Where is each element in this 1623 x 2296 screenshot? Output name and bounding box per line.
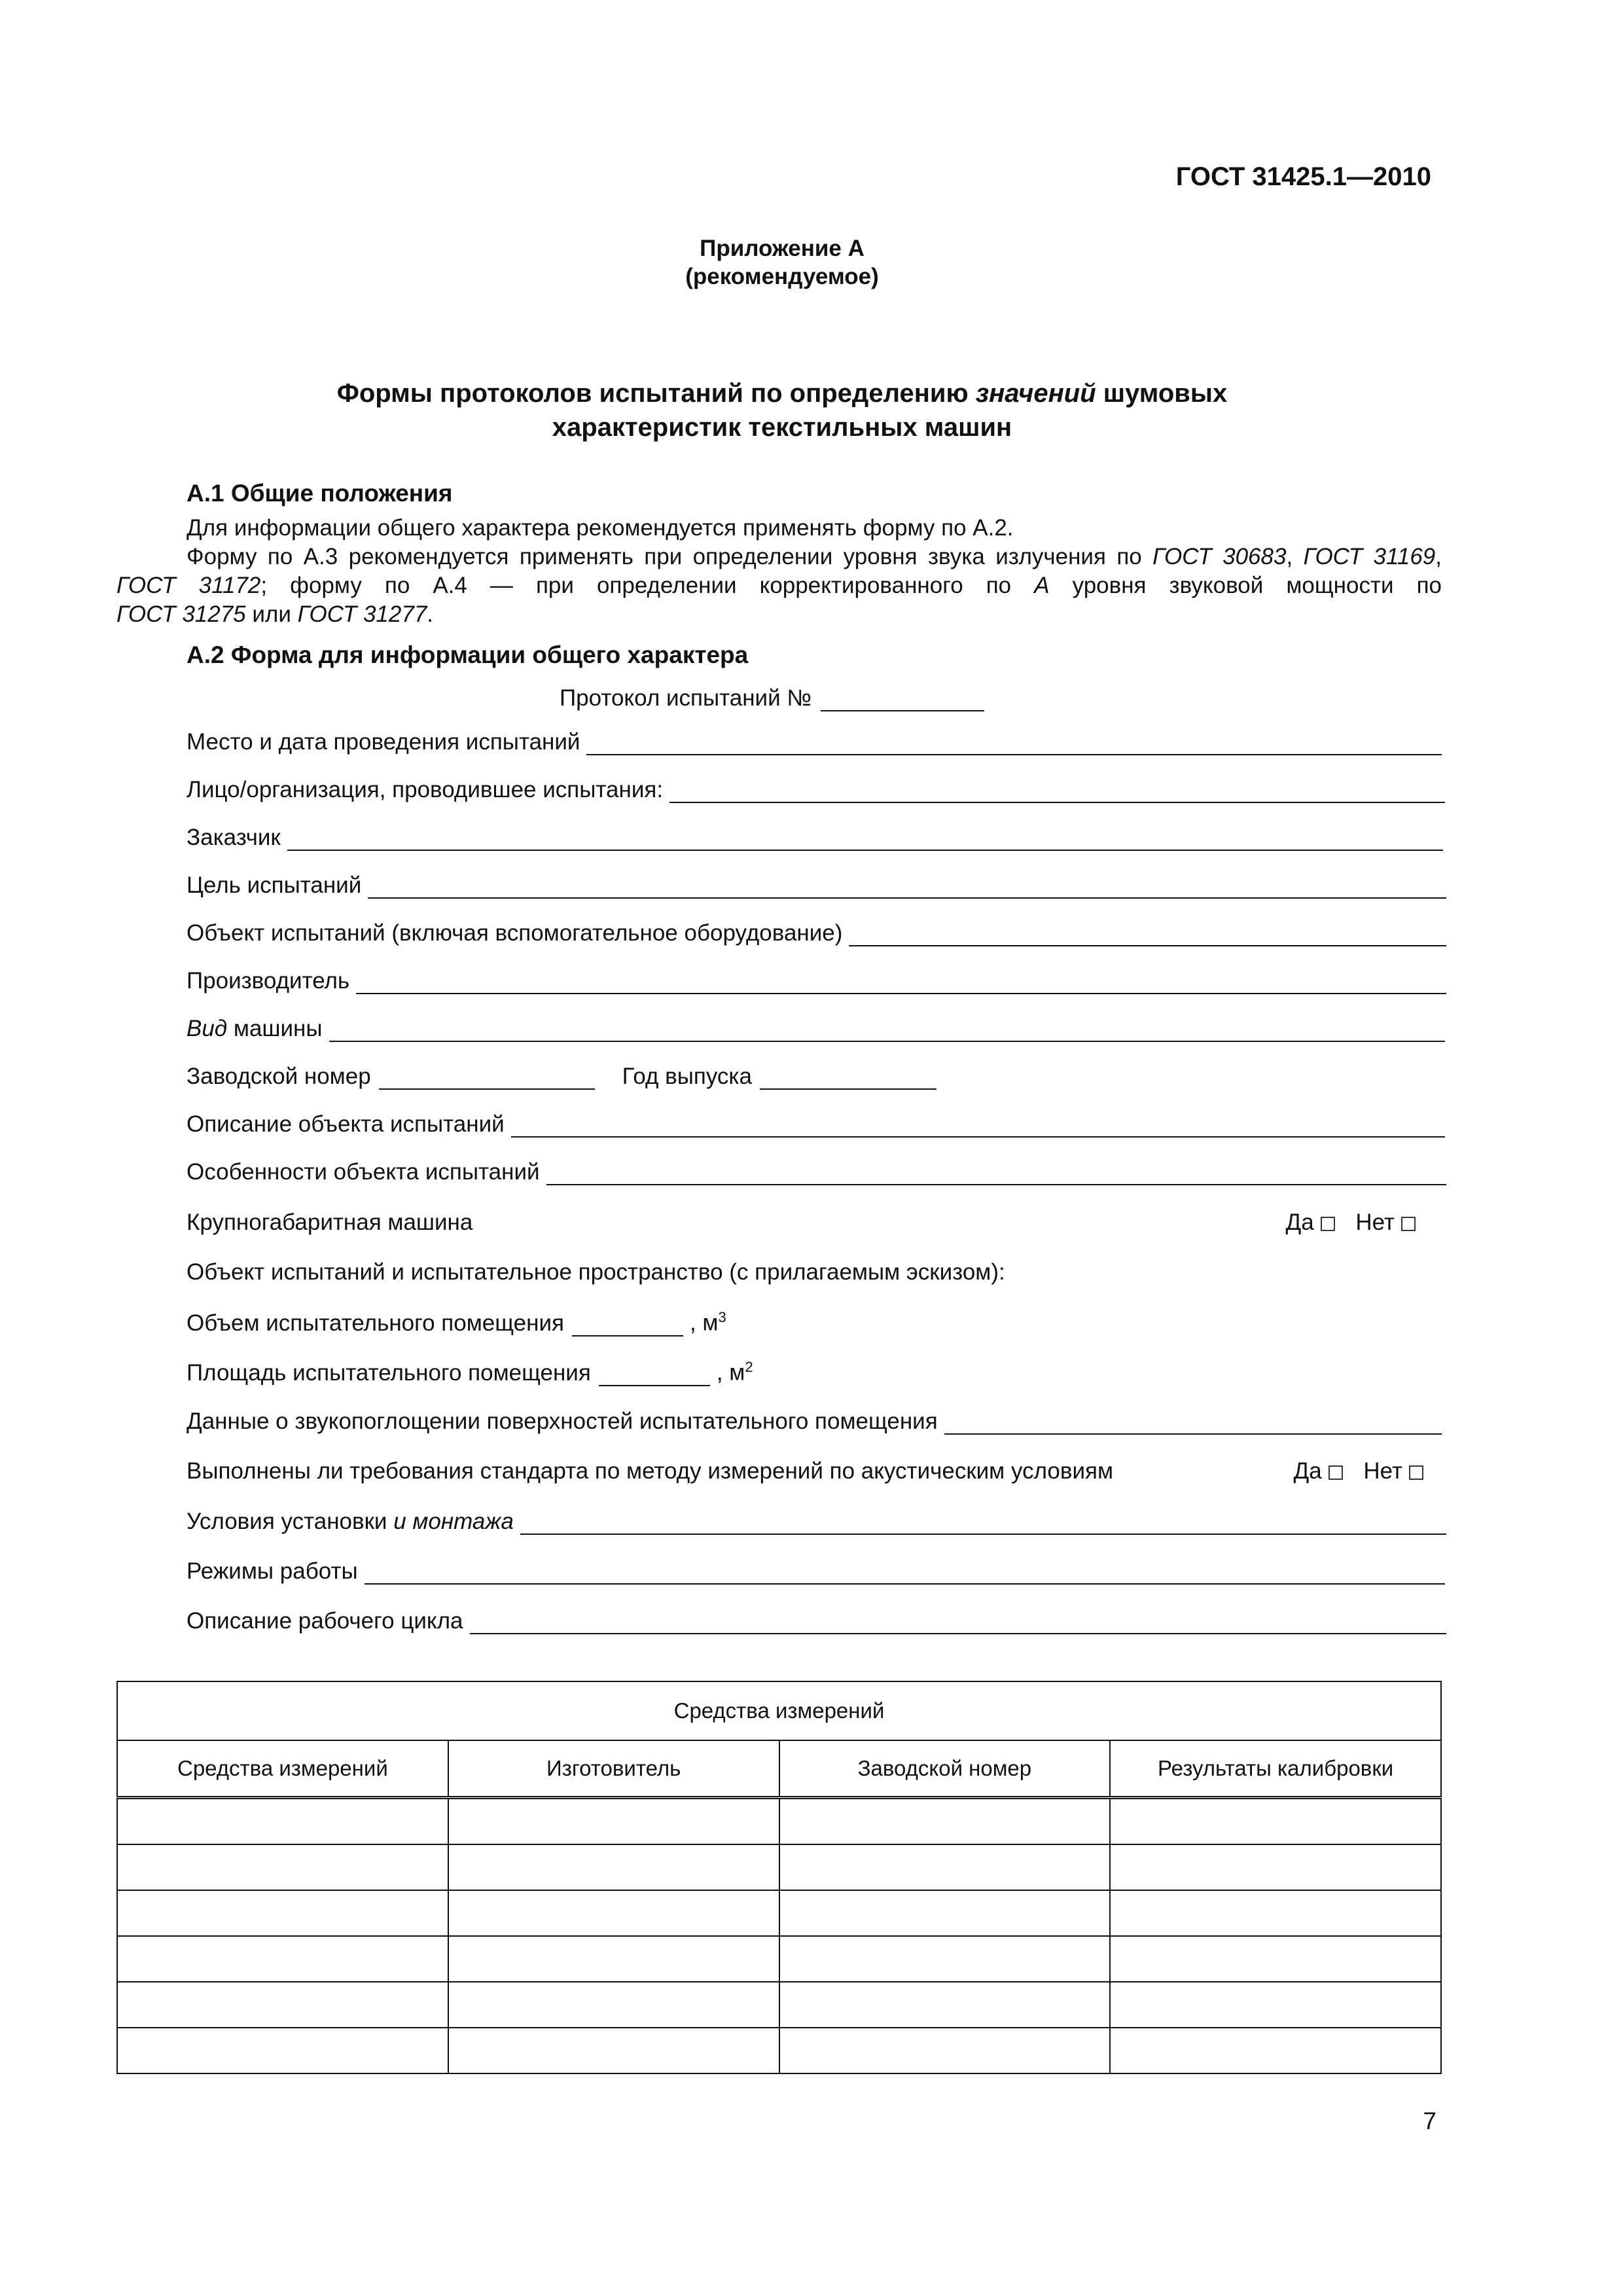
room-area-field[interactable] <box>599 1364 710 1386</box>
table-cell[interactable] <box>117 1844 448 1890</box>
form-row-operating-modes <box>187 1558 1445 1585</box>
no-checkbox[interactable] <box>1409 1465 1423 1480</box>
paragraph-a1-2 <box>116 543 1442 629</box>
field-label: Объект испытаний (включая вспомогательное оборудование) <box>187 920 843 946</box>
form-row-installation <box>187 1509 1446 1535</box>
standard-reference: ГОСТ 31277 <box>297 601 427 627</box>
form-row-person-org <box>187 777 1445 803</box>
form-row-absorption <box>187 1408 1442 1435</box>
customer-field[interactable] <box>287 829 1443 851</box>
field-label: Заказчик <box>187 825 281 850</box>
paragraph-text: или <box>245 601 298 627</box>
field-label: Площадь испытательного помещения <box>187 1359 591 1386</box>
protocol-number-row <box>560 685 984 711</box>
no-label: Нет <box>1355 1210 1395 1235</box>
main-title-part: шумовых <box>1096 379 1228 408</box>
yes-no-group <box>1285 1210 1416 1236</box>
field-label: Данные о звукопоглощении поверхностей испытательного помещения <box>187 1408 938 1434</box>
standard-reference: ГОСТ 30683 <box>1152 544 1287 569</box>
form-row-manufacturer <box>187 968 1446 994</box>
field-label: Цель испытаний <box>187 872 362 898</box>
field-label-text: машины <box>227 1016 323 1041</box>
appendix-title: Приложение А <box>700 236 865 261</box>
place-date-field[interactable] <box>586 733 1442 755</box>
protocol-label: Протокол испытаний № <box>560 685 812 711</box>
table-cell[interactable] <box>117 1982 448 2028</box>
column-header-serial-number: Заводской номер <box>779 1740 1111 1798</box>
table-caption-row <box>117 1681 1441 1740</box>
table-row <box>117 2028 1441 2073</box>
table-cell[interactable] <box>448 1982 779 2028</box>
form-row-serial-year <box>187 1064 936 1090</box>
form-row-room-volume <box>187 1309 726 1336</box>
table-cell[interactable] <box>779 2028 1111 2073</box>
table-cell[interactable] <box>1110 1982 1441 2028</box>
field-label: Заводской номер <box>187 1064 371 1089</box>
table-row <box>117 1890 1441 1936</box>
yes-label: Да <box>1293 1458 1322 1484</box>
form-row-object-features <box>187 1159 1446 1185</box>
form-row-large-machine <box>187 1210 1416 1236</box>
work-cycle-field[interactable] <box>470 1612 1446 1634</box>
form-row-object <box>187 920 1446 946</box>
table-cell[interactable] <box>779 1936 1111 1982</box>
table-cell[interactable] <box>448 1844 779 1890</box>
table-row <box>117 1936 1441 1982</box>
form-row-customer <box>187 825 1443 851</box>
table-row <box>117 1844 1441 1890</box>
operating-modes-field[interactable] <box>365 1562 1445 1585</box>
table-cell[interactable] <box>117 1890 448 1936</box>
table-cell[interactable] <box>1110 2028 1441 2073</box>
table-header-row <box>117 1740 1441 1798</box>
yes-no-group <box>1293 1458 1423 1484</box>
person-org-field[interactable] <box>669 781 1445 803</box>
field-label: Описание объекта испытаний <box>187 1111 505 1137</box>
main-title-line2: характеристик текстильных машин <box>552 413 1012 442</box>
paragraph-body <box>116 543 1442 600</box>
field-label-italic: и монтажа <box>393 1509 514 1534</box>
form-row-machine-type <box>187 1016 1445 1042</box>
main-title-italic: значений <box>975 379 1096 408</box>
unit-superscript: 2 <box>745 1359 753 1375</box>
table-cell[interactable] <box>448 1798 779 1845</box>
table-cell[interactable] <box>779 1890 1111 1936</box>
room-volume-field[interactable] <box>572 1314 683 1336</box>
table-row <box>117 1982 1441 2028</box>
field-label: Режимы работы <box>187 1558 358 1584</box>
field-label-italic: Вид <box>187 1016 228 1041</box>
protocol-number-field[interactable] <box>821 689 984 711</box>
column-header-manufacturer: Изготовитель <box>448 1740 779 1798</box>
standard-reference: ГОСТ 31275 <box>116 601 246 627</box>
column-header-instruments: Средства измерений <box>117 1740 448 1798</box>
field-label: Крупногабаритная машина <box>187 1210 473 1235</box>
paragraph-text: Для информации общего характера рекомендуется применять форму по А.2. <box>187 515 1014 541</box>
form-row-test-space <box>187 1259 1005 1285</box>
unit-text: , м <box>716 1359 745 1386</box>
table-cell[interactable] <box>779 1982 1111 2028</box>
page-number: 7 <box>1423 2108 1436 2134</box>
italic-letter: А <box>1034 573 1050 598</box>
table-cell[interactable] <box>779 1844 1111 1890</box>
unit-superscript: 3 <box>718 1309 726 1325</box>
table-cell[interactable] <box>117 2028 448 2073</box>
yes-checkbox[interactable] <box>1321 1217 1335 1231</box>
unit-text: , м <box>689 1310 719 1336</box>
form-row-room-area <box>187 1359 753 1386</box>
purpose-field[interactable] <box>368 876 1446 899</box>
paragraph-body-last <box>116 600 1442 629</box>
field-label: Выполнены ли требования стандарта по методу измерений по акустическим условиям <box>187 1458 1114 1484</box>
field-label: Производитель <box>187 968 350 994</box>
machine-type-field[interactable] <box>329 1020 1445 1042</box>
table-row <box>117 1798 1441 1845</box>
table-cell[interactable] <box>1110 1798 1441 1845</box>
year-field[interactable] <box>760 1067 936 1090</box>
object-field[interactable] <box>849 924 1446 946</box>
table-cell[interactable] <box>117 1798 448 1845</box>
field-label-text: Условия установки <box>187 1509 394 1534</box>
field-label: Особенности объекта испытаний <box>187 1159 540 1185</box>
object-description-field[interactable] <box>511 1115 1445 1138</box>
field-label: Лицо/организация, проводившее испытания: <box>187 777 664 802</box>
yes-label: Да <box>1285 1210 1314 1235</box>
main-title <box>0 376 1564 444</box>
form-row-object-description <box>187 1111 1445 1138</box>
field-label: Год выпуска <box>622 1064 752 1089</box>
no-checkbox[interactable] <box>1401 1217 1416 1231</box>
absorption-field[interactable] <box>944 1412 1442 1435</box>
main-title-part: Формы протоколов испытаний по определению <box>336 379 976 408</box>
appendix-subtitle: (рекомендуемое) <box>685 264 879 289</box>
paragraph-text: , <box>1286 544 1304 569</box>
no-label: Нет <box>1363 1458 1402 1484</box>
table-cell[interactable] <box>1110 1890 1441 1936</box>
table-cell[interactable] <box>448 1890 779 1936</box>
table-caption: Средства измерений <box>117 1681 1441 1740</box>
table-cell[interactable] <box>1110 1936 1441 1982</box>
field-label: Описание рабочего цикла <box>187 1608 463 1634</box>
serial-number-field[interactable] <box>379 1067 595 1090</box>
standard-reference: ГОСТ 31172 <box>116 573 261 598</box>
field-label: Объект испытаний и испытательное пространство (с прилагаемым эскизом): <box>187 1259 1005 1285</box>
paragraph-text: , <box>1435 544 1442 569</box>
measurement-instruments-table <box>116 1681 1442 2074</box>
section-heading-a1: А.1 Общие положения <box>187 480 453 507</box>
manufacturer-field[interactable] <box>356 972 1446 994</box>
paragraph-text: Форму по А.3 рекомендуется применять при определении уровня звука излучения по <box>187 544 1153 569</box>
table-cell[interactable] <box>1110 1844 1441 1890</box>
column-header-calibration: Результаты калибровки <box>1110 1740 1441 1798</box>
field-label: Объем испытательного помещения <box>187 1310 564 1336</box>
section-heading-a2: А.2 Форма для информации общего характера <box>187 641 749 668</box>
form-row-place-date <box>187 729 1442 755</box>
paragraph-text: уровня звуковой мощности по <box>1049 573 1442 598</box>
form-row-work-cycle <box>187 1608 1446 1634</box>
paragraph-text: . <box>427 601 434 627</box>
table-cell[interactable] <box>448 2028 779 2073</box>
unit-label <box>690 1309 726 1336</box>
field-label <box>187 1509 514 1535</box>
form-row-requirements <box>187 1458 1423 1484</box>
paragraph-a1-1 <box>116 514 1442 543</box>
standard-reference: ГОСТ 31169 <box>1303 544 1436 569</box>
document-code: ГОСТ 31425.1—2010 <box>1175 162 1431 191</box>
paragraph-text: ; форму по А.4 — при определении корректированного по <box>260 573 1035 598</box>
table-cell[interactable] <box>117 1936 448 1982</box>
table-cell[interactable] <box>448 1936 779 1982</box>
form-row-purpose <box>187 872 1446 899</box>
yes-checkbox[interactable] <box>1329 1465 1343 1480</box>
unit-label <box>717 1359 753 1386</box>
field-label <box>187 1016 323 1042</box>
installation-field[interactable] <box>520 1513 1446 1535</box>
table-cell[interactable] <box>779 1798 1111 1845</box>
field-label: Место и дата проведения испытаний <box>187 729 580 755</box>
object-features-field[interactable] <box>546 1163 1446 1185</box>
